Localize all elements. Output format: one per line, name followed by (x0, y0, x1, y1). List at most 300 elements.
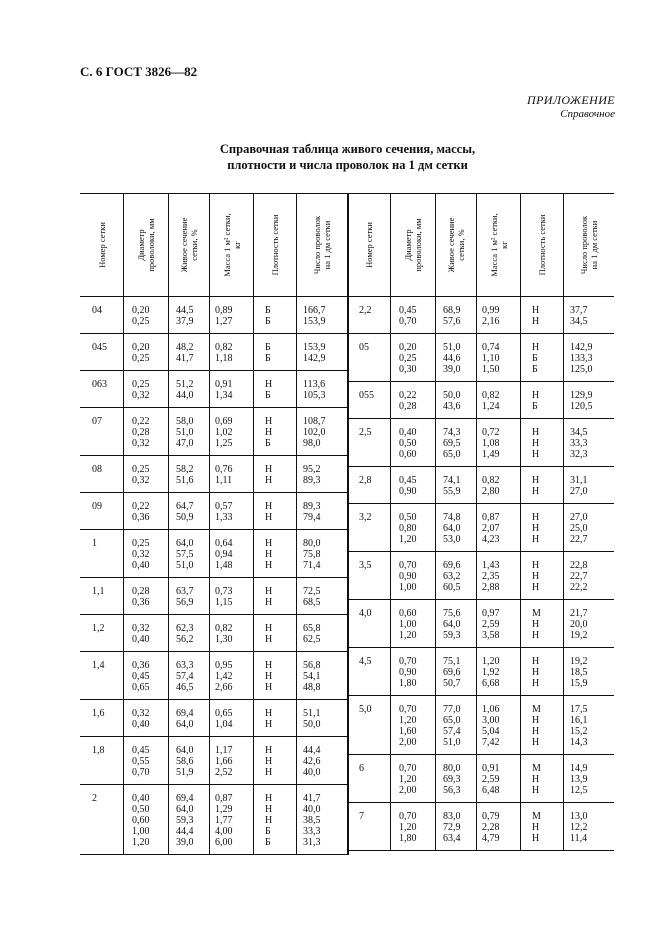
table-row (80, 700, 347, 737)
col-mass-cell (215, 586, 233, 608)
cell-value: 62,3 (176, 623, 194, 634)
cell-value: 57,6 (443, 316, 461, 327)
col-mass-cell (482, 427, 500, 460)
column-header-line: кг (231, 241, 242, 249)
cell-value: 0,20 (399, 342, 417, 353)
cell-value: Н (265, 427, 273, 438)
cell-value: 1,33 (215, 512, 233, 523)
cell-value: 6,48 (482, 785, 500, 796)
cell-value: Б (532, 401, 538, 412)
cell-value: Н (532, 726, 540, 737)
col-wire-count-cell (303, 623, 321, 645)
cell-value: Н (265, 501, 273, 512)
column-divider (435, 297, 436, 851)
cell-value: Н (532, 822, 540, 833)
table-row (80, 371, 347, 408)
col-mesh-number-cell (92, 342, 107, 353)
col-open-area-cell (176, 793, 194, 848)
cell-value: М (532, 763, 541, 774)
cell-value: Н (265, 512, 273, 523)
cell-value: 2,80 (482, 486, 500, 497)
col-mass-cell (215, 342, 233, 364)
col-density-cell (532, 305, 539, 327)
cell-value: 77,0 (443, 704, 461, 715)
cell-value: 63,7 (176, 586, 194, 597)
col-wire-diameter-cell (132, 342, 150, 364)
col-wire-count-cell (570, 763, 588, 796)
col-mass-cell (482, 704, 500, 748)
col-mesh-number-cell (359, 811, 364, 822)
cell-value: 57,4 (443, 726, 461, 737)
cell-value: 19,2 (570, 630, 588, 641)
col-density-cell (265, 793, 272, 848)
col-mass-cell (482, 608, 500, 641)
col-wire-count-cell (303, 586, 321, 608)
col-density-cell (532, 427, 539, 460)
col-open-area-cell (176, 342, 194, 364)
cell-value: 133,3 (570, 353, 593, 364)
cell-value: 0,97 (482, 608, 500, 619)
cell-value: Н (265, 767, 273, 778)
cell-value: Н (532, 667, 540, 678)
col-wire-diameter-cell (399, 305, 417, 327)
col-wire-count-cell (570, 560, 588, 593)
cell-value: 27,0 (570, 512, 588, 523)
col-mesh-number-cell (92, 623, 105, 634)
cell-value: 04 (92, 305, 102, 316)
cell-value: 62,5 (303, 634, 321, 645)
cell-value: 0,50 (399, 438, 417, 449)
cell-value: 1,04 (215, 719, 233, 730)
col-wire-count-cell (303, 501, 321, 523)
column-header-line: Плотность сетки (537, 214, 547, 276)
cell-value: 1,1 (92, 586, 105, 597)
col-mesh-number-cell (359, 763, 364, 774)
cell-value: М (532, 704, 541, 715)
cell-value: 44,4 (303, 745, 321, 756)
col-wire-diameter-cell (132, 538, 150, 571)
cell-value: 48,2 (176, 342, 194, 353)
cell-value: Н (532, 619, 540, 630)
cell-value: 2,52 (215, 767, 233, 778)
col-open-area-cell (443, 763, 461, 796)
cell-value: 37,9 (176, 316, 194, 327)
col-open-area-cell (443, 512, 461, 545)
col-mesh-number-cell (92, 501, 102, 512)
col-wire-count-cell (303, 660, 321, 693)
cell-value: 1,60 (399, 726, 417, 737)
col-mesh-number-cell (92, 416, 102, 427)
cell-value: 27,0 (570, 486, 588, 497)
col-open-area-cell (176, 305, 194, 327)
cell-value: 2,35 (482, 571, 500, 582)
cell-value: 15,9 (570, 678, 588, 689)
cell-value: 69,4 (176, 708, 194, 719)
col-wire-diameter-cell (399, 608, 417, 641)
cell-value: 69,3 (443, 774, 461, 785)
cell-value: 063 (92, 379, 107, 390)
cell-value: 1,80 (399, 833, 417, 844)
cell-value: Н (265, 745, 273, 756)
col-mesh-number-cell (92, 464, 102, 475)
col-mesh-number-cell (359, 305, 372, 316)
col-open-area-cell (443, 305, 461, 327)
col-wire-diameter-cell (132, 464, 150, 486)
cell-value: 142,9 (303, 353, 326, 364)
cell-value: 0,57 (215, 501, 233, 512)
col-wire-diameter-cell (399, 656, 417, 689)
cell-value: 1,24 (482, 401, 500, 412)
cell-value: 64,7 (176, 501, 194, 512)
col-wire-diameter-cell (132, 379, 150, 401)
cell-value: 2,00 (399, 785, 417, 796)
cell-value: 1,00 (132, 826, 150, 837)
cell-value: Н (265, 416, 273, 427)
col-wire-diameter-cell (399, 560, 417, 593)
cell-value: Н (532, 582, 540, 593)
appendix-label (527, 93, 615, 121)
cell-value: 16,1 (570, 715, 588, 726)
cell-value: 2,5 (359, 427, 372, 438)
column-header-line: Число проволок (579, 215, 589, 275)
cell-value: 0,90 (399, 571, 417, 582)
col-wire-diameter-cell (132, 416, 150, 449)
cell-value: 58,6 (176, 756, 194, 767)
cell-value: 56,8 (303, 660, 321, 671)
cell-value: 1,20 (132, 837, 150, 848)
cell-value: 3,5 (359, 560, 372, 571)
cell-value: 0,74 (482, 342, 500, 353)
cell-value: 0,70 (132, 767, 150, 778)
cell-value: 05 (359, 342, 369, 353)
cell-value: 2 (92, 793, 97, 804)
col-wire-count-cell (570, 305, 588, 327)
col-mesh-number-cell (359, 475, 372, 486)
col-open-area-cell (443, 475, 461, 497)
cell-value: Н (265, 815, 273, 826)
cell-value: 1,8 (92, 745, 105, 756)
col-wire-diameter-cell (132, 660, 150, 693)
cell-value: 2,07 (482, 523, 500, 534)
table-row (347, 504, 614, 552)
cell-value: Б (265, 390, 271, 401)
cell-value: 68,9 (443, 305, 461, 316)
cell-value: 0,40 (132, 719, 150, 730)
column-header-line: кг (498, 241, 509, 249)
column-header-line: сетки, % (189, 229, 199, 261)
cell-value: 83,0 (443, 811, 461, 822)
cell-value: 1,20 (482, 656, 500, 667)
col-open-area-cell (176, 708, 194, 730)
cell-value: Н (532, 427, 540, 438)
cell-value: 7 (359, 811, 364, 822)
cell-value: 64,0 (176, 804, 194, 815)
cell-value: 2,16 (482, 316, 500, 327)
column-header-line: на 1 дм сетки (322, 220, 332, 270)
cell-value: 65,8 (303, 623, 321, 634)
cell-value: Н (265, 756, 273, 767)
col-wire-diameter-cell (399, 342, 417, 375)
cell-value: Н (532, 833, 540, 844)
cell-value: 1,4 (92, 660, 105, 671)
cell-value: Б (532, 364, 538, 375)
column-header-line: Номер сетки (363, 222, 374, 268)
cell-value: 64,0 (443, 619, 461, 630)
col-mesh-number-cell (92, 305, 102, 316)
cell-value: 0,70 (399, 656, 417, 667)
column-divider (168, 297, 169, 855)
table-row (80, 297, 347, 334)
col-density-cell (265, 745, 272, 778)
cell-value: 0,60 (132, 815, 150, 826)
cell-value: 1,20 (399, 534, 417, 545)
col-mesh-number-cell (359, 608, 372, 619)
col-density-cell (265, 342, 271, 364)
cell-value: 0,76 (215, 464, 233, 475)
cell-value: 4,0 (359, 608, 372, 619)
cell-value: 1,92 (482, 667, 500, 678)
cell-value: 0,22 (132, 501, 150, 512)
col-open-area-cell (176, 379, 194, 401)
cell-value: 0,72 (482, 427, 500, 438)
col-density-cell (265, 379, 272, 401)
cell-value: 15,2 (570, 726, 588, 737)
col-mass-cell (215, 501, 233, 523)
cell-value: Н (265, 660, 273, 671)
cell-value: 1,00 (399, 619, 417, 630)
cell-value: 51,2 (176, 379, 194, 390)
cell-value: 1,17 (215, 745, 233, 756)
cell-value: 129,9 (570, 390, 593, 401)
cell-value: 0,32 (132, 549, 150, 560)
cell-value: Б (265, 305, 271, 316)
cell-value: 31,3 (303, 837, 321, 848)
column-header-line: Масса 1 м² сетки, (221, 213, 232, 277)
table-row (80, 785, 347, 855)
col-mass-cell (482, 305, 500, 327)
cell-value: Б (265, 837, 271, 848)
col-mass-cell (215, 793, 233, 848)
cell-value: 5,0 (359, 704, 372, 715)
cell-value: 0,25 (132, 464, 150, 475)
cell-value: Б (265, 438, 271, 449)
cell-value: Н (532, 438, 540, 449)
col-mass-cell (215, 416, 233, 449)
cell-value: 64,0 (176, 719, 194, 730)
table-row (80, 652, 347, 700)
cell-value: 153,9 (303, 342, 326, 353)
cell-value: Н (265, 464, 273, 475)
cell-value: 57,4 (176, 671, 194, 682)
cell-value: Н (532, 523, 540, 534)
col-wire-diameter-cell (132, 623, 150, 645)
cell-value: М (532, 811, 541, 822)
table-row (347, 297, 614, 334)
cell-value: 0,25 (132, 353, 150, 364)
cell-value: 0,79 (482, 811, 500, 822)
col-density-cell (532, 608, 541, 641)
cell-value: 0,82 (482, 475, 500, 486)
cell-value: 69,4 (176, 793, 194, 804)
col-mesh-number-cell (359, 427, 372, 438)
cell-value: 0,36 (132, 660, 150, 671)
column-header-line: Масса 1 м² сетки, (488, 213, 499, 277)
cell-value: Н (532, 449, 540, 460)
col-density-cell (265, 416, 272, 449)
cell-value: 0,70 (399, 560, 417, 571)
cell-value: 40,0 (303, 767, 321, 778)
table-body-left (80, 297, 347, 855)
cell-value: Н (265, 549, 273, 560)
cell-value: Н (532, 486, 540, 497)
table-row (80, 334, 347, 371)
cell-value: 0,99 (482, 305, 500, 316)
col-density-cell (532, 512, 539, 545)
cell-value: 6,00 (215, 837, 233, 848)
col-mesh-number-cell (359, 390, 374, 401)
col-density-cell (265, 623, 272, 645)
cell-value: Н (265, 538, 273, 549)
col-density-cell (532, 560, 539, 593)
col-wire-diameter-cell (399, 427, 417, 460)
col-open-area-cell (443, 704, 461, 748)
cell-value: 1,80 (399, 678, 417, 689)
table-row (347, 648, 614, 696)
cell-value: 22,7 (570, 534, 588, 545)
cell-value: 1,77 (215, 815, 233, 826)
cell-value: Н (532, 475, 540, 486)
cell-value: 4,23 (482, 534, 500, 545)
cell-value: 1,34 (215, 390, 233, 401)
col-wire-count-cell (303, 305, 326, 327)
cell-value: 56,3 (443, 785, 461, 796)
cell-value: Б (265, 342, 271, 353)
cell-value: 3,00 (482, 715, 500, 726)
cell-value: 2,28 (482, 822, 500, 833)
cell-value: 47,0 (176, 438, 194, 449)
cell-value: Н (532, 560, 540, 571)
col-mesh-number-cell (359, 512, 372, 523)
col-wire-count-cell (303, 342, 326, 364)
col-density-cell (532, 704, 541, 748)
col-mass-cell (215, 464, 233, 486)
cell-value: 71,4 (303, 560, 321, 571)
cell-value: Н (532, 390, 540, 401)
cell-value: 1,10 (482, 353, 500, 364)
cell-value: 102,0 (303, 427, 326, 438)
cell-value: 89,3 (303, 501, 321, 512)
cell-value: 33,3 (570, 438, 588, 449)
cell-value: 0,40 (132, 560, 150, 571)
column-divider (520, 297, 521, 851)
col-mass-cell (215, 660, 233, 693)
table-row (347, 382, 614, 419)
cell-value: 34,5 (570, 316, 588, 327)
col-wire-diameter-cell (399, 512, 417, 545)
cell-value: 51,0 (176, 427, 194, 438)
col-wire-diameter-cell (399, 811, 417, 844)
cell-value: 1,08 (482, 438, 500, 449)
cell-value: 0,70 (399, 811, 417, 822)
col-mesh-number-cell (359, 342, 369, 353)
col-open-area-header (168, 194, 209, 296)
cell-value: 1,18 (215, 353, 233, 364)
col-mesh-number-cell (92, 379, 107, 390)
cell-value: 75,8 (303, 549, 321, 560)
cell-value: Н (532, 774, 540, 785)
cell-value: 41,7 (303, 793, 321, 804)
cell-value: 0,91 (215, 379, 233, 390)
col-open-area-cell (176, 745, 194, 778)
cell-value: 1,48 (215, 560, 233, 571)
table-row (347, 803, 614, 851)
cell-value: Н (532, 571, 540, 582)
cell-value: 1,43 (482, 560, 500, 571)
cell-value: Н (532, 630, 540, 641)
cell-value: 1,50 (482, 364, 500, 375)
col-density-header (253, 194, 296, 296)
cell-value: Н (265, 560, 273, 571)
col-wire-count-cell (570, 656, 588, 689)
cell-value: 4,79 (482, 833, 500, 844)
cell-value: 42,6 (303, 756, 321, 767)
cell-value: 14,3 (570, 737, 588, 748)
cell-value: 0,45 (132, 745, 150, 756)
cell-value: 1,49 (482, 449, 500, 460)
col-mesh-number-cell (359, 656, 372, 667)
cell-value: 22,2 (570, 582, 588, 593)
col-mass-cell (482, 656, 500, 689)
col-density-cell (265, 708, 272, 730)
cell-value: 13,0 (570, 811, 588, 822)
column-header-line: Диаметр (136, 229, 146, 261)
cell-value: Н (532, 656, 540, 667)
cell-value: 1,6 (92, 708, 105, 719)
col-wire-count-cell (570, 390, 593, 412)
cell-value: Н (265, 597, 273, 608)
column-divider (296, 297, 297, 855)
cell-value: 56,2 (176, 634, 194, 645)
col-density-cell (265, 660, 272, 693)
cell-value: 72,9 (443, 822, 461, 833)
col-wire-count-cell (570, 811, 588, 844)
cell-value: 0,40 (399, 427, 417, 438)
col-density-cell (265, 538, 272, 571)
cell-value: 4,00 (215, 826, 233, 837)
cell-value: 0,32 (132, 708, 150, 719)
cell-value: 0,82 (482, 390, 500, 401)
col-mesh-number-cell (92, 538, 97, 549)
cell-value: 50,0 (443, 390, 461, 401)
table-left-half (80, 193, 347, 855)
column-header-line: на 1 дм сетки (589, 220, 599, 270)
cell-value: 3,2 (359, 512, 372, 523)
table-row (80, 578, 347, 615)
cell-value: 2,00 (399, 737, 417, 748)
cell-value: Н (265, 719, 273, 730)
col-wire-diameter-cell (399, 763, 417, 796)
col-density-cell (532, 342, 539, 375)
column-header-line: Живое сечение (179, 217, 189, 273)
col-open-area-cell (176, 538, 194, 571)
table-body-right (347, 297, 614, 851)
col-mass-cell (215, 708, 233, 730)
cell-value: 0,70 (399, 704, 417, 715)
cell-value: 34,5 (570, 427, 588, 438)
table-right-half (347, 193, 614, 851)
table-row (347, 419, 614, 467)
cell-value: Н (265, 623, 273, 634)
